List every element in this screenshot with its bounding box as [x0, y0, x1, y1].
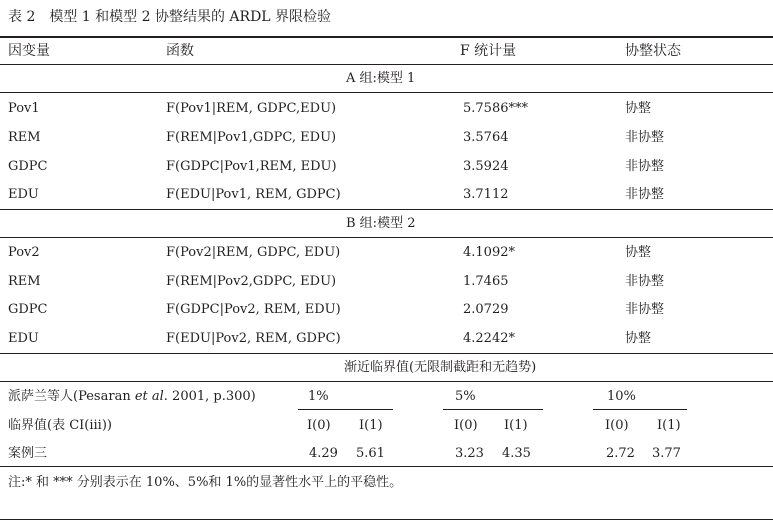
dep-var-cell: EDU [8, 331, 39, 346]
top-rule [0, 36, 773, 38]
f-stat-cell: 5.7586*** [463, 101, 528, 116]
critical-heading-rule [0, 381, 773, 382]
bound-cell: I(1) [359, 418, 383, 433]
table-note: 注:* 和 *** 分别表示在 10%、5%和 1%的显著性水平上的平稳性。 [8, 475, 403, 490]
source-suffix: . 2001, p.300) [163, 389, 256, 404]
f-stat-cell: 2.0729 [463, 302, 509, 317]
function-cell: F(GDPC|Pov1,REM, EDU) [166, 159, 337, 174]
status-cell: 协整 [625, 245, 652, 260]
f-stat-cell: 1.7465 [463, 274, 509, 289]
critical-values-heading: 渐近临界值(无限制截距和无趋势) [344, 360, 537, 375]
bound-cell: I(1) [657, 418, 681, 433]
bottom-rule [0, 466, 773, 467]
bound-cell: I(0) [307, 418, 331, 433]
case-value-cell: 5.61 [356, 446, 385, 461]
header-status: 协整状态 [625, 43, 681, 59]
case-value-cell: 4.35 [502, 446, 531, 461]
case-value-cell: 2.72 [606, 446, 635, 461]
function-cell: F(EDU|Pov1, REM, GDPC) [166, 187, 341, 202]
header-function: 函数 [166, 43, 194, 59]
dep-var-cell: Pov2 [8, 245, 40, 260]
function-cell: F(GDPC|Pov2, REM, EDU) [166, 302, 341, 317]
critical-row-label: 临界值(表 CI(iii)) [8, 418, 112, 433]
dep-var-cell: GDPC [8, 302, 48, 317]
f-stat-cell: 4.2242* [463, 331, 515, 346]
dep-var-cell: EDU [8, 187, 39, 202]
f-stat-cell: 3.7112 [463, 187, 509, 202]
level-5pct: 5% [455, 389, 476, 404]
case-label: 案例三 [8, 446, 48, 461]
dep-var-cell: GDPC [8, 159, 48, 174]
source-citation [8, 390, 256, 403]
bound-cell: I(0) [605, 418, 629, 433]
dep-var-cell: REM [8, 130, 41, 145]
status-cell: 非协整 [625, 302, 665, 317]
status-cell: 非协整 [625, 274, 665, 289]
group-a-label: A 组:模型 1 [346, 71, 416, 86]
f-stat-cell: 3.5924 [463, 159, 509, 174]
dep-var-cell: Pov1 [8, 101, 40, 116]
function-cell: F(Pov2|REM, GDPC, EDU) [166, 245, 341, 260]
case-value-cell: 4.29 [309, 446, 338, 461]
status-cell: 协整 [625, 331, 652, 346]
group-b-end-rule [0, 353, 773, 354]
f-stat-cell: 3.5764 [463, 130, 509, 145]
header-dep-var: 因变量 [8, 43, 50, 59]
function-cell: F(Pov1|REM, GDPC,EDU) [166, 101, 337, 116]
group-a-rule [0, 92, 773, 93]
function-cell: F(REM|Pov2,GDPC, EDU) [166, 274, 337, 289]
case-value-cell: 3.23 [455, 446, 484, 461]
status-cell: 协整 [625, 101, 652, 116]
level-10pct: 10% [607, 389, 636, 404]
f-stat-cell: 4.1092* [463, 245, 515, 260]
function-cell: F(EDU|Pov2, REM, GDPC) [166, 331, 341, 346]
source-prefix: 派萨兰等人(Pesaran [8, 389, 135, 404]
page-rule [0, 519, 773, 520]
group-b-label: B 组:模型 2 [346, 216, 416, 231]
function-cell: F(REM|Pov1,GDPC, EDU) [166, 130, 337, 145]
header-f-stat: F 统计量 [460, 43, 517, 59]
source-italic: et al [134, 389, 164, 404]
header-rule [0, 64, 773, 65]
status-cell: 非协整 [625, 130, 665, 145]
case-value-cell: 3.77 [652, 446, 681, 461]
status-cell: 非协整 [625, 159, 665, 174]
level-10pct-underline [593, 409, 687, 410]
level-1pct-underline [298, 409, 393, 410]
group-a-end-rule [0, 209, 773, 210]
level-5pct-underline [443, 409, 543, 410]
bound-cell: I(0) [454, 418, 478, 433]
group-b-rule [0, 237, 773, 238]
level-1pct: 1% [308, 389, 329, 404]
dep-var-cell: REM [8, 274, 41, 289]
table-title: 表 2 模型 1 和模型 2 协整结果的 ARDL 界限检验 [8, 9, 332, 25]
bound-cell: I(1) [504, 418, 528, 433]
status-cell: 非协整 [625, 187, 665, 202]
